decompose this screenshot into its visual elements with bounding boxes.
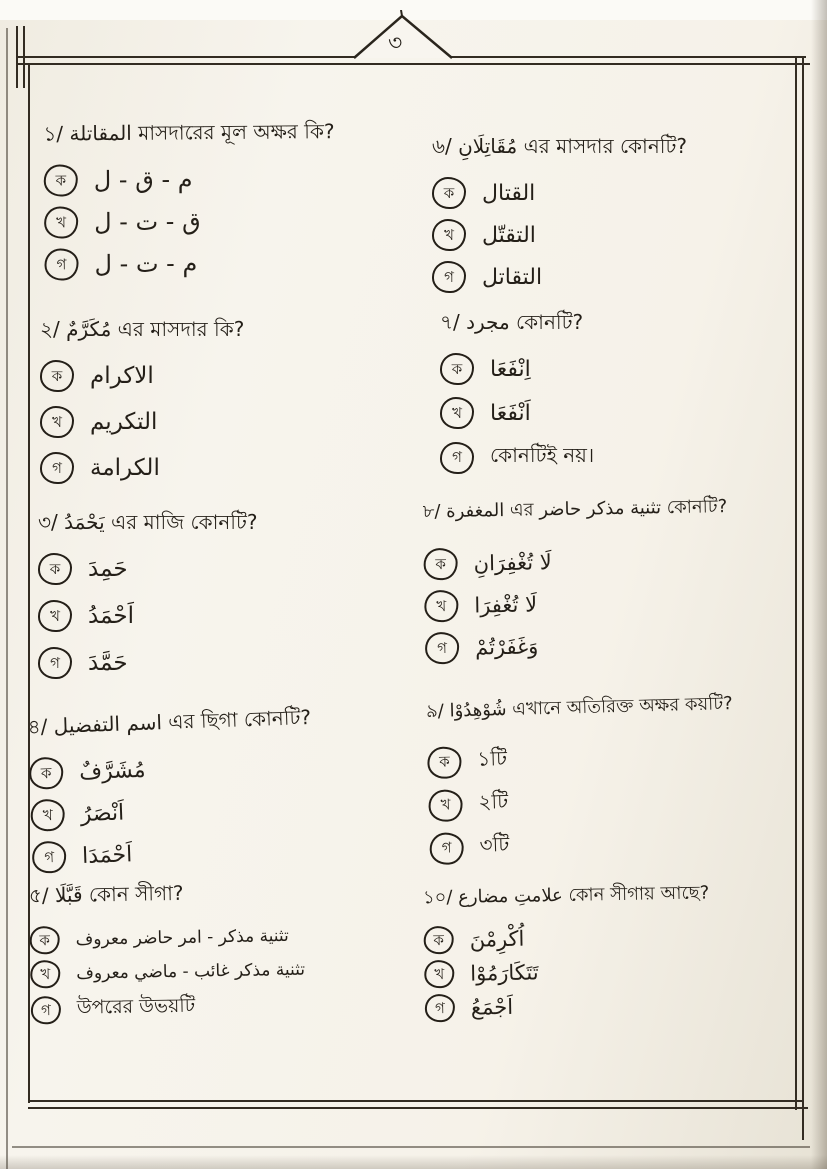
option-letter-circle: ক [44, 164, 78, 196]
question-6-option-b [432, 219, 802, 251]
option-text: الاكرام [90, 363, 154, 389]
question-4-option-b [30, 786, 421, 832]
option-text: م - ق - ل [93, 165, 193, 195]
question-3 [38, 508, 418, 689]
question-4 [27, 699, 423, 884]
paper-edge-bottom [12, 1146, 810, 1148]
question-7-option-b [440, 397, 800, 429]
question-5-option-c [31, 988, 431, 1027]
border-bottom-line-1 [28, 1100, 804, 1102]
question-5-text: ৫/ قَبَّلَا কোন সীগা? [28, 880, 184, 908]
option-letter-circle: গ [432, 261, 466, 293]
question-9 [426, 687, 821, 875]
question-9-option-a [427, 736, 818, 779]
question-4-option-c [32, 828, 423, 874]
border-topleft-tick-2 [23, 26, 25, 88]
border-topleft-tick-1 [16, 26, 18, 88]
question-6-option-c [432, 261, 802, 293]
option-text: اَنْفَعَا [490, 400, 531, 426]
option-letter-circle: খ [440, 397, 474, 429]
option-letter-circle: ক [40, 360, 74, 392]
option-text: تثنية مذكر غائب - ماضي معروف [76, 959, 306, 984]
question-10-option-c [425, 988, 815, 1023]
option-text: ২টি [478, 789, 509, 814]
question-1 [43, 116, 424, 290]
option-letter-circle: গ [425, 994, 455, 1023]
option-letter-circle: খ [40, 406, 74, 438]
question-10-text: ১০/ علامتِ مضارع কোন সীগায় আছে? [422, 882, 710, 909]
question-6-text: ৬/ مُقَاتِلَانِ এর মাসদার কোনটি? [432, 134, 688, 158]
option-letter-circle: খ [432, 219, 466, 251]
option-letter-circle: গ [429, 832, 464, 865]
option-letter-circle: খ [428, 789, 463, 822]
option-letter-circle: গ [31, 996, 61, 1025]
border-bottom-line-2 [28, 1107, 808, 1109]
question-2 [40, 315, 420, 494]
option-text: تَتَكَارَمُوْا [470, 960, 539, 986]
option-text: م - ت - ل [94, 249, 198, 279]
option-text: উপরের উভয়টি [76, 994, 196, 1019]
question-2-option-b [40, 406, 420, 438]
question-10-option-a [423, 920, 813, 955]
option-letter-circle: ক [29, 757, 64, 790]
question-10-option-b [424, 954, 814, 989]
scan-shadow-right [811, 0, 827, 1169]
option-text: التقاتل [482, 264, 543, 290]
option-letter-circle: খ [44, 206, 78, 238]
question-5-option-b [30, 954, 430, 989]
question-2-option-a [40, 360, 420, 392]
option-text: اَحْمَدَا [81, 841, 133, 869]
question-9-text: ৯/ شُوْهِدُوْا এখানে অতিরিক্ত অক্ষর কয়টি? [425, 693, 733, 723]
question-10 [423, 877, 816, 1033]
border-top-line-2 [18, 63, 810, 65]
option-letter-circle: ক [427, 746, 462, 779]
question-3-option-a [38, 553, 418, 585]
option-text: ৩টি [479, 832, 510, 857]
question-1-option-c [44, 245, 424, 280]
option-text: اُكْرِمْنَ [469, 926, 525, 952]
question-1-option-b [44, 203, 424, 238]
option-letter-circle: খ [30, 799, 65, 832]
option-text: لَا تُغْفِرَانِ [473, 550, 552, 576]
option-text: التكريم [90, 409, 158, 435]
option-text: حَمَّدَ [88, 650, 128, 676]
option-text: اِنْفَعَا [490, 356, 531, 382]
question-2-option-c [40, 452, 420, 484]
question-4-text: ৪/ اسم التفضيل এর ছিগা কোনটি? [27, 704, 312, 739]
question-7-text: ৭/ مجرد কোনটি? [440, 310, 584, 334]
question-7 [440, 308, 800, 484]
option-text: تثنية مذكر - امر حاضر معروف [75, 925, 289, 950]
question-3-option-c [38, 647, 418, 679]
option-text: حَمِدَ [88, 556, 128, 582]
option-text: لَا تُغْفِرَا [474, 592, 538, 618]
question-8-text: ৮/ المغفرة এর تثنية مذكر حاضر কোনটি? [422, 496, 728, 523]
question-3-option-b [38, 600, 418, 632]
option-text: ১টি [477, 746, 508, 771]
option-letter-circle: ক [440, 353, 474, 385]
paper-edge-left [6, 28, 8, 1169]
question-2-text: ২/ مُكَرَّمٌ এর মাসদার কি? [40, 317, 245, 341]
question-8-option-b [424, 584, 814, 623]
option-text: اَحْمَدُ [88, 603, 134, 629]
option-letter-circle: ক [38, 553, 72, 585]
option-text: القتال [482, 180, 536, 206]
option-text: وَغَفَرْتُمْ [474, 634, 539, 660]
triangle-outline [348, 10, 460, 62]
option-text: مُشَرَّفٌ [78, 757, 146, 785]
option-letter-circle: গ [32, 841, 67, 874]
option-letter-circle: খ [424, 590, 459, 623]
question-8-option-c [425, 626, 815, 665]
question-9-option-c [429, 822, 820, 865]
question-3-text: ৩/ يَحْمَدُ এর মাজি কোনটি? [38, 510, 258, 534]
option-letter-circle: ক [29, 926, 59, 955]
question-5 [29, 875, 432, 1037]
option-letter-circle: ক [432, 177, 466, 209]
option-letter-circle: গ [425, 632, 460, 665]
option-letter-circle: ক [423, 926, 453, 955]
option-letter-circle: খ [38, 600, 72, 632]
option-letter-circle: ক [423, 548, 458, 581]
page-number: ৩ [388, 31, 403, 56]
question-4-option-a [29, 744, 420, 790]
option-letter-circle: খ [424, 960, 454, 989]
option-text: ق - ت - ل [94, 207, 201, 237]
question-5-option-a [29, 920, 429, 955]
page-number-triangle [348, 10, 460, 62]
option-text: কোনটিই নয়। [490, 443, 595, 467]
question-8-option-a [423, 542, 813, 581]
option-text: الكرامة [90, 455, 160, 481]
option-letter-circle: গ [40, 452, 74, 484]
question-6-option-a [432, 177, 802, 209]
option-text: اَجْمَعُ [470, 994, 514, 1020]
question-9-option-b [428, 779, 819, 822]
question-8 [422, 491, 815, 675]
scan-shadow-bottom [0, 1155, 827, 1169]
question-6 [432, 132, 802, 303]
option-letter-circle: গ [44, 248, 78, 280]
question-7-option-c [440, 441, 800, 474]
option-text: التقتّل [482, 222, 536, 248]
question-1-option-a [44, 161, 424, 196]
option-letter-circle: গ [440, 442, 474, 474]
option-letter-circle: খ [30, 960, 60, 989]
question-1-text: ১/ المقاتلة মাসদারের মূল অক্ষর কি? [43, 119, 335, 146]
option-text: اَنْصَرُ [80, 800, 125, 827]
option-letter-circle: গ [38, 647, 72, 679]
question-7-option-a [440, 353, 800, 385]
